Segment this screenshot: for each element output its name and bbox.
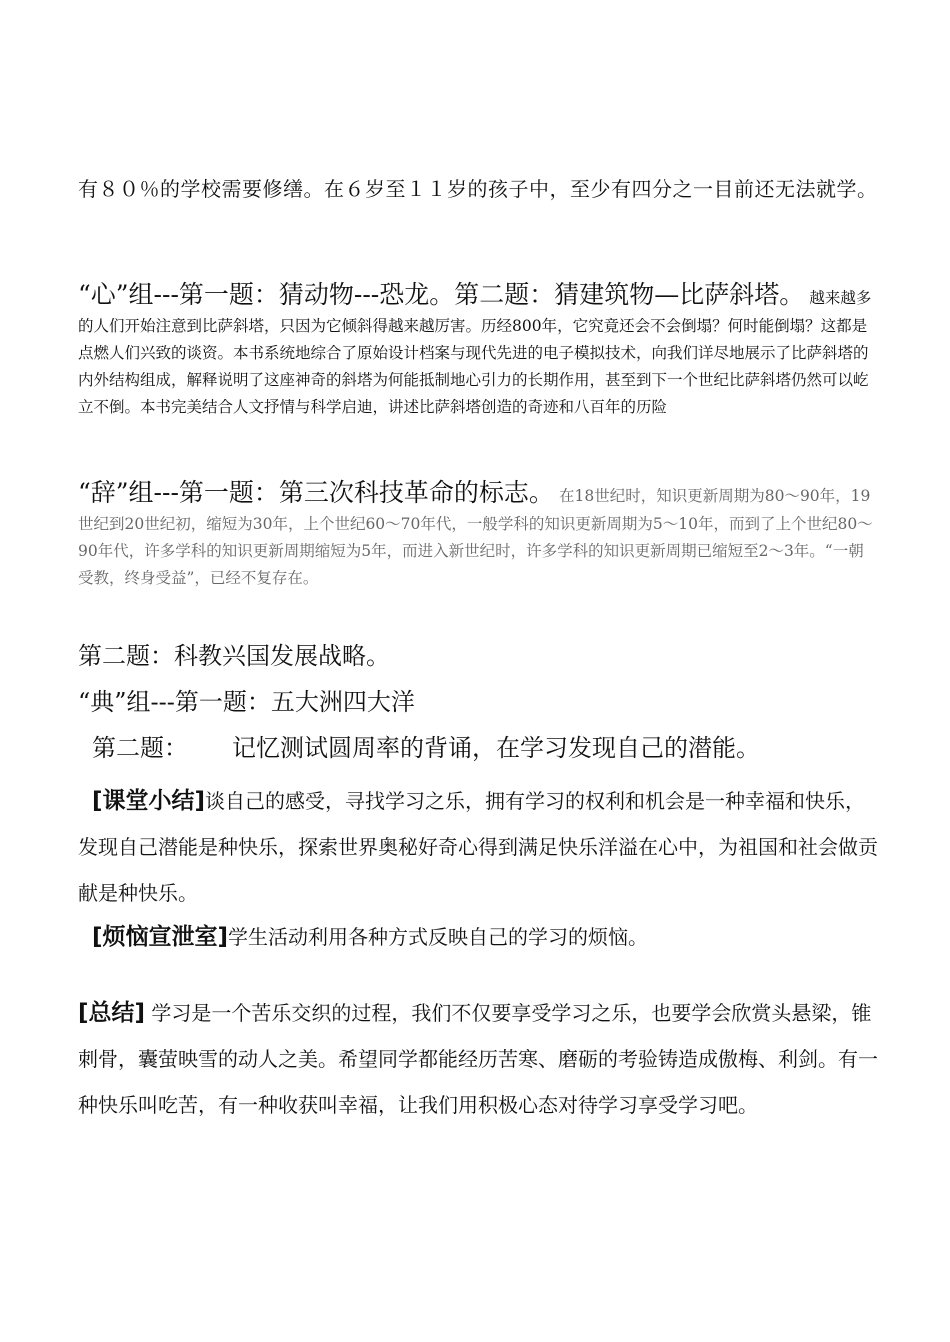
class-summary-heading: [课堂小结] bbox=[92, 788, 206, 814]
xin-group-heading: “心”组---第一题：猜动物---恐龙。第二题：猜建筑物—比萨斜塔。 bbox=[78, 280, 805, 309]
paragraph-school-repair: 有８０％的学校需要修缮。在６岁至１１岁的孩子中，至少有四分之一目前还无法就学。 bbox=[78, 177, 878, 201]
dian-group-question-two bbox=[92, 731, 892, 765]
class-summary bbox=[78, 778, 878, 916]
dian-q2-label: 第二题： bbox=[92, 734, 188, 762]
ci-group-body: 在18世纪时，知识更新周期为80～90年，19世纪到20世纪初，缩短为30年，上个世纪60～70年代，一般学科的知识更新周期为5～10年，而到了上个世纪80～90年代，许多学科的知识更新周期缩短为5年，而进入新世纪时，许多学科的知识更新周期已缩短至2～3年。“一朝受教，终身受益”，已经不复存在。 bbox=[78, 487, 873, 587]
dian-group-question-one: “典”组---第一题：五大洲四大洋 bbox=[78, 688, 415, 716]
xin-group-body: 越来越多的人们开始注意到比萨斜塔，只因为它倾斜得越来越厉害。历经800年，它究竟还会不会倒塌？何时能倒塌？这都是点燃人们兴致的谈资。本书系统地综合了原始设计档案与现代先进的电子模拟技术，向我们详尽地展示了比萨斜塔的内外结构组成，解释说明了这座神奇的斜塔为何能抵制地心引力的长期作用，甚至到下一个世纪比萨斜塔仍然可以屹立不倒。本书完美结合人文抒情与科学启迪，讲述比萨斜塔创造的奇迹和八百年的历险 bbox=[78, 289, 872, 416]
ci-group-question-two: 第二题：科教兴国发展战略。 bbox=[78, 642, 390, 670]
worry-venting-text: 学生活动利用各种方式反映自己的学习的烦恼。 bbox=[228, 925, 649, 949]
paragraph-xin-group bbox=[78, 278, 878, 420]
conclusion-heading: [总结] bbox=[78, 1000, 146, 1026]
class-summary-text: 谈自己的感受，寻找学习之乐，拥有学习的权利和机会是一种幸福和快乐，发现自己潜能是种快乐，探索世界奥秘好奇心得到满足快乐洋溢在心中，为祖国和社会做贡献是种快乐。 bbox=[78, 789, 878, 905]
worry-venting-heading: [烦恼宣泄室] bbox=[92, 924, 229, 950]
conclusion bbox=[78, 990, 878, 1128]
conclusion-text: 学习是一个苦乐交织的过程，我们不仅要享受学习之乐，也要学会欣赏头悬梁，锥刺骨，囊萤映雪的动人之美。希望同学都能经历苦寒、磨砺的考验铸造成傲梅、利剑。有一种快乐叫吃苦，有一种收获叫幸福，让我们用积极心态对待学习享受学习吧。 bbox=[78, 1001, 878, 1117]
ci-group-heading: “辞”组---第一题：第三次科技革命的标志。 bbox=[78, 478, 554, 507]
paragraph-ci-group bbox=[78, 476, 878, 591]
worry-venting-room bbox=[78, 914, 878, 960]
dian-q2-text: 记忆测试圆周率的背诵，在学习发现自己的潜能。 bbox=[232, 734, 760, 762]
